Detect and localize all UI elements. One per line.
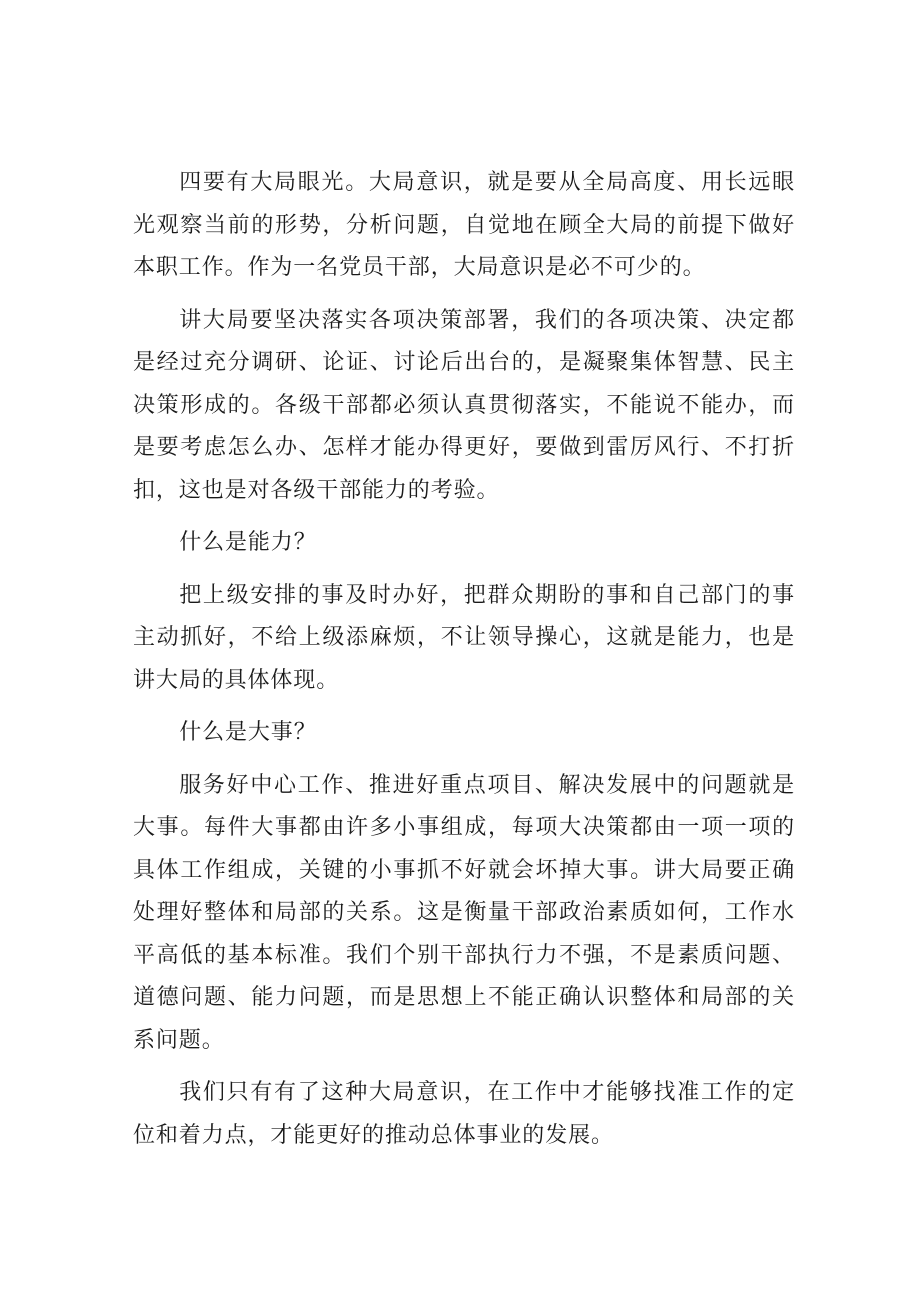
question-what-is-big-matter: 什么是大事？ [179, 720, 317, 745]
question-what-is-ability: 什么是能力？ [179, 530, 317, 555]
paragraph-ability-answer: 把上级安排的事及时办好，把群众期盼的事和自己部门的事主动抓好，不给上级添麻烦，不让领导操心，这就是能力，也是讲大局的具体体现。 [133, 582, 795, 693]
paragraph-implement-decisions: 讲大局要坚决落实各项决策部署，我们的各项决策、决定都是经过充分调研、论证、讨论后出台的，是凝聚集体智慧、民主决策形成的。各级干部都必须认真贯彻落实，不能说不能办，而是要考虑怎么办、怎样才能办得更好，要做到雷厉风行、不打折扣，这也是对各级干部能力的考验。 [133, 307, 795, 503]
paragraph-big-matter-answer: 服务好中心工作、推进好重点项目、解决发展中的问题就是大事。每件大事都由许多小事组成，每项大决策都由一项一项的具体工作组成，关键的小事抓不好就会坏掉大事。讲大局要正确处理好整体和局部的关系。这是衡量干部政治素质如何，工作水平高低的基本标准。我们个别干部执行力不强，不是素质问题、道德问题、能力问题，而是思想上不能正确认识整体和局部的关系问题。 [133, 772, 795, 1053]
document-body [133, 162, 795, 1167]
paragraph-conclusion: 我们只有有了这种大局意识，在工作中才能够找准工作的定位和着力点，才能更好的推动总体事业的发展。 [133, 1080, 795, 1148]
paragraph-big-picture-vision: 四要有大局眼光。大局意识，就是要从全局高度、用长远眼光观察当前的形势，分析问题，自觉地在顾全大局的前提下做好本职工作。作为一名党员干部，大局意识是必不可少的。 [133, 170, 795, 280]
